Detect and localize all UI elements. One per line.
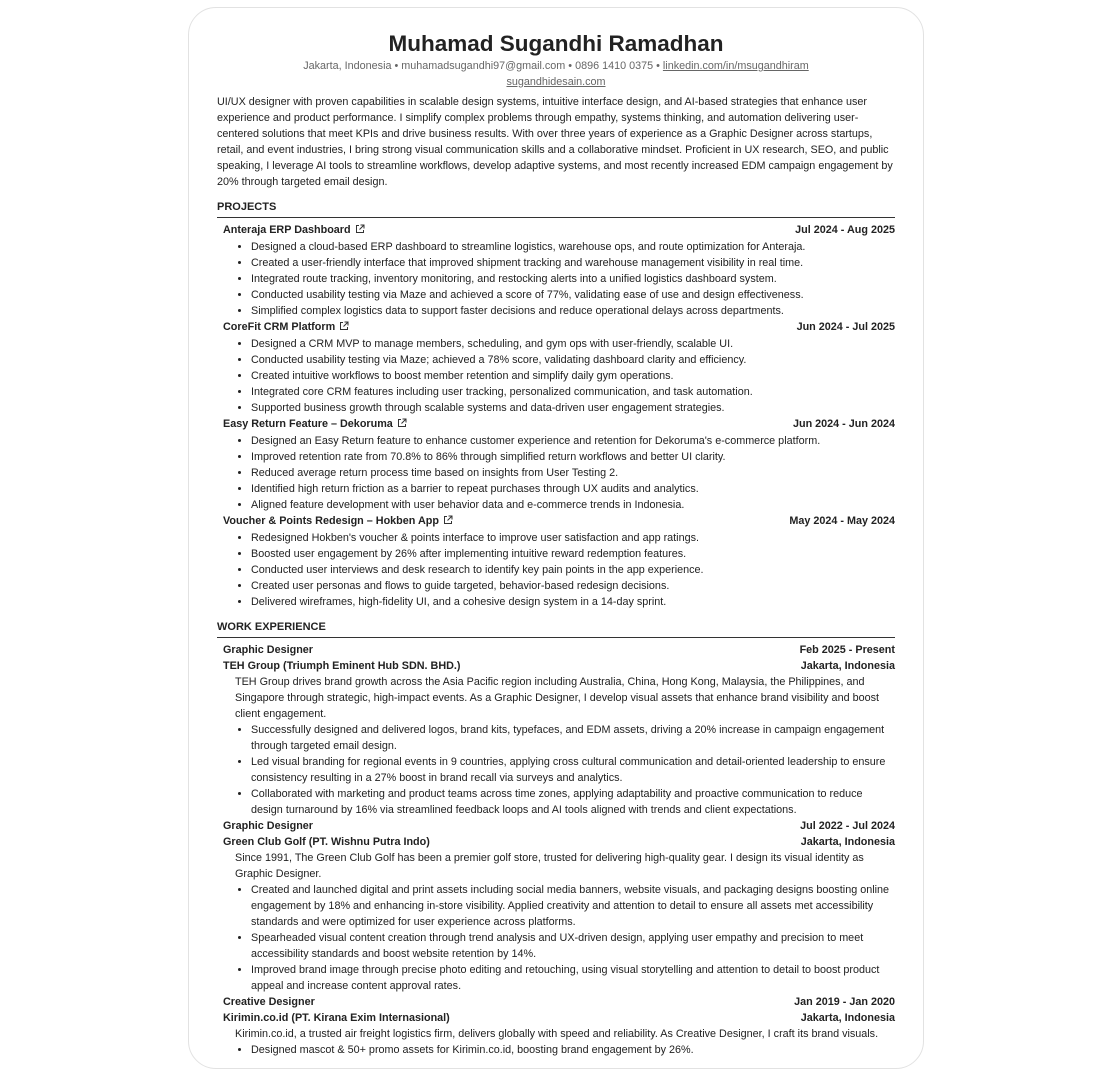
- job-bullets: [217, 1042, 895, 1058]
- job-description: Kirimin.co.id, a trusted air freight logistics firm, delivers globally with speed and reliability. As Creative Designer, I craft its brand visuals.: [235, 1028, 879, 1040]
- location: Jakarta, Indonesia: [303, 60, 392, 72]
- bullet-item: • Designed a cloud-based ERP dashboard to streamline logistics, warehouse ops, and route optimization for Anteraja.: [251, 239, 895, 255]
- phone: 0896 1410 0375: [575, 60, 654, 72]
- project-header: [217, 513, 895, 530]
- job-role: Graphic Designer: [223, 644, 314, 656]
- project-title-group: [223, 513, 453, 530]
- bullet-item: • Designed mascot & 50+ promo assets for Kirimin.co.id, boosting brand engagement by 26%.: [251, 1042, 895, 1058]
- bullet-item: • Collaborated with marketing and product teams across time zones, applying adaptability and proactive communication to reduce design turnaround by 16% via streamlined feedback loops and AI tools aligned with trends and client expectations.: [251, 786, 895, 818]
- separator: •: [653, 60, 663, 72]
- bullet-item: • Delivered wireframes, high-fidelity UI, and a cohesive design system in a 14-day sprint.: [251, 594, 895, 610]
- website-link[interactable]: sugandhidesain.com: [506, 76, 606, 88]
- job-role: Graphic Designer: [223, 820, 314, 832]
- job-role-row: [217, 642, 895, 658]
- experience-section-title: WORK EXPERIENCE: [217, 619, 895, 638]
- bullet-item: • Identified high return friction as a barrier to repeat purchases through UX audits and analytics.: [251, 481, 895, 497]
- bullet-item: • Integrated route tracking, inventory monitoring, and restocking alerts into a unified logistics dashboard system.: [251, 271, 895, 287]
- summary: UI/UX designer with proven capabilities in scalable design systems, intuitive interface design, and AI-based strategies that enhance user experience and product performance. I simplify complex problems through empathy, systems thinking, and automation delivering user-centered solutions that meet KPIs and drive business results. With over three years of experience as a Graphic Designer across startups, retail, and event industries, I bring strong visual communication skills and a collaborative mindset. Proficient in UX research, SEO, and public speaking, I leverage AI tools to streamline workflows, develop adaptive systems, and most recently increased EDM campaign engagement by 20% through targeted email design.: [217, 96, 893, 188]
- bullet-item: • Led visual branding for regional events in 9 countries, applying cross cultural communication and detail-oriented leadership to ensure consistency resulting in a 27% boost in brand recall via surveys and analytics.: [251, 754, 895, 786]
- resume-page: [188, 7, 924, 1069]
- project-name: CoreFit CRM Platform: [223, 321, 336, 333]
- job-role-row: [217, 818, 895, 834]
- bullet-item: • Created and launched digital and print assets including social media banners, website visuals, and packaging designs boosting online engagement by 18% and enhancing in-store visibility. Applied creativity and attention to detail to ensure all assets met accessibility standards and were optimized for user experience across platforms.: [251, 882, 895, 930]
- separator: •: [391, 60, 402, 72]
- bullet-item: • Conducted usability testing via Maze; achieved a 78% score, validating dashboard clarity and efficiency.: [251, 352, 895, 368]
- bullet-item: • Designed an Easy Return feature to enhance customer experience and retention for Dekoruma's e-commerce platform.: [251, 433, 895, 449]
- project-title-group: [223, 222, 365, 239]
- separator: •: [565, 60, 576, 72]
- job-company: Kirimin.co.id (PT. Kirana Exim Internasional): [223, 1012, 450, 1024]
- job-location: Jakarta, Indonesia: [800, 1012, 895, 1024]
- bullet-item: • Boosted user engagement by 26% after implementing intuitive reward redemption features.: [251, 546, 895, 562]
- job-company: TEH Group (Triumph Eminent Hub SDN. BHD.): [223, 660, 461, 672]
- project-date: Jun 2024 - Jul 2025: [796, 321, 895, 333]
- project-bullets: [217, 239, 895, 319]
- job-company-row: [217, 658, 895, 674]
- job-location: Jakarta, Indonesia: [800, 660, 895, 672]
- bullet-item: • Integrated core CRM features including user tracking, personalized communication, and task automation.: [251, 384, 895, 400]
- project-bullets: [217, 433, 895, 513]
- email: muhamadsugandhi97@gmail.com: [401, 60, 566, 72]
- bullet-item: • Spearheaded visual content creation through trend analysis and UX-driven design, applying user empathy and precision to meet accessibility standards and boost website retention by 14%.: [251, 930, 895, 962]
- bullet-item: • Conducted user interviews and desk research to identify key pain points in the app experience.: [251, 562, 895, 578]
- project-bullets: [217, 530, 895, 610]
- bullet-item: • Successfully designed and delivered logos, brand kits, typefaces, and EDM assets, driving a 20% increase in campaign engagement through targeted email design.: [251, 722, 895, 754]
- project-header: [217, 222, 895, 239]
- bullet-item: • Reduced average return process time based on insights from User Testing 2.: [251, 465, 895, 481]
- project-header: [217, 416, 895, 433]
- project-title-group: [223, 416, 407, 433]
- bullet-item: • Created a user-friendly interface that improved shipment tracking and warehouse management visibility in real time.: [251, 255, 895, 271]
- bullet-item: • Redesigned Hokben's voucher & points interface to improve user satisfaction and app ratings.: [251, 530, 895, 546]
- bullet-item: • Created intuitive workflows to boost member retention and simplify daily gym operations.: [251, 368, 895, 384]
- job-bullets: [217, 882, 895, 994]
- bullet-item: • Designed a CRM MVP to manage members, scheduling, and gym ops with user-friendly, scalable UI.: [251, 336, 895, 352]
- job-description: Since 1991, The Green Club Golf has been a premier golf store, trusted for delivering high-quality gear. I design its visual identity as Graphic Designer.: [235, 852, 864, 880]
- project-date: Jun 2024 - Jun 2024: [792, 418, 895, 430]
- external-link-icon[interactable]: [355, 223, 365, 239]
- external-link-icon[interactable]: [443, 514, 453, 530]
- bullet-item: • Created user personas and flows to guide targeted, behavior-based redesign decisions.: [251, 578, 895, 594]
- job-company-row: [217, 834, 895, 850]
- linkedin-link[interactable]: linkedin.com/in/msugandhiram: [662, 60, 809, 72]
- candidate-name: Muhamad Sugandhi Ramadhan: [388, 31, 724, 56]
- job-date: Feb 2025 - Present: [799, 644, 895, 656]
- bullet-item: • Aligned feature development with user behavior data and e-commerce trends in Indonesia.: [251, 497, 895, 513]
- project-date: May 2024 - May 2024: [789, 515, 895, 527]
- job-description: TEH Group drives brand growth across the Asia Pacific region including Australia, China, Hong Kong, Malaysia, the Philippines, and Singapore through strategic, high-impact events. As a Graphic Designer, I develop visual assets that enhance brand visibility and boost client engagement.: [235, 676, 879, 720]
- external-link-icon[interactable]: [397, 417, 407, 433]
- project-date: Jul 2024 - Aug 2025: [795, 224, 895, 236]
- project-name: Voucher & Points Redesign – Hokben App: [223, 515, 439, 527]
- contact-line: [217, 58, 895, 74]
- bullet-item: • Simplified complex logistics data to support faster decisions and reduce operational delays across departments.: [251, 303, 895, 319]
- job-role: Creative Designer: [223, 996, 315, 1008]
- job-company: Green Club Golf (PT. Wishnu Putra Indo): [223, 836, 430, 848]
- bullet-item: • Improved retention rate from 70.8% to 86% through simplified return workflows and better UI clarity.: [251, 449, 895, 465]
- project-bullets: [217, 336, 895, 416]
- job-role-row: [217, 994, 895, 1010]
- project-header: [217, 319, 895, 336]
- project-title-group: [223, 319, 349, 336]
- job-company-row: [217, 1010, 895, 1026]
- bullet-item: • Improved brand image through precise photo editing and retouching, using visual storytelling and attention to detail to boost product appeal and increase content approval rates.: [251, 962, 895, 994]
- job-bullets: [217, 722, 895, 818]
- projects-list: [217, 222, 895, 610]
- bullet-item: • Supported business growth through scalable systems and data-driven user engagement strategies.: [251, 400, 895, 416]
- job-date: Jan 2019 - Jan 2020: [794, 996, 895, 1008]
- job-location: Jakarta, Indonesia: [800, 836, 895, 848]
- job-date: Jul 2022 - Jul 2024: [800, 820, 895, 832]
- projects-section-title: PROJECTS: [217, 199, 895, 218]
- bullet-item: • Conducted usability testing via Maze and achieved a score of 77%, validating ease of use and design effectiveness.: [251, 287, 895, 303]
- project-name: Anteraja ERP Dashboard: [223, 224, 351, 236]
- project-name: Easy Return Feature – Dekoruma: [223, 418, 393, 430]
- external-link-icon[interactable]: [339, 320, 349, 336]
- experience-list: [217, 642, 895, 1058]
- website-line: [217, 74, 895, 90]
